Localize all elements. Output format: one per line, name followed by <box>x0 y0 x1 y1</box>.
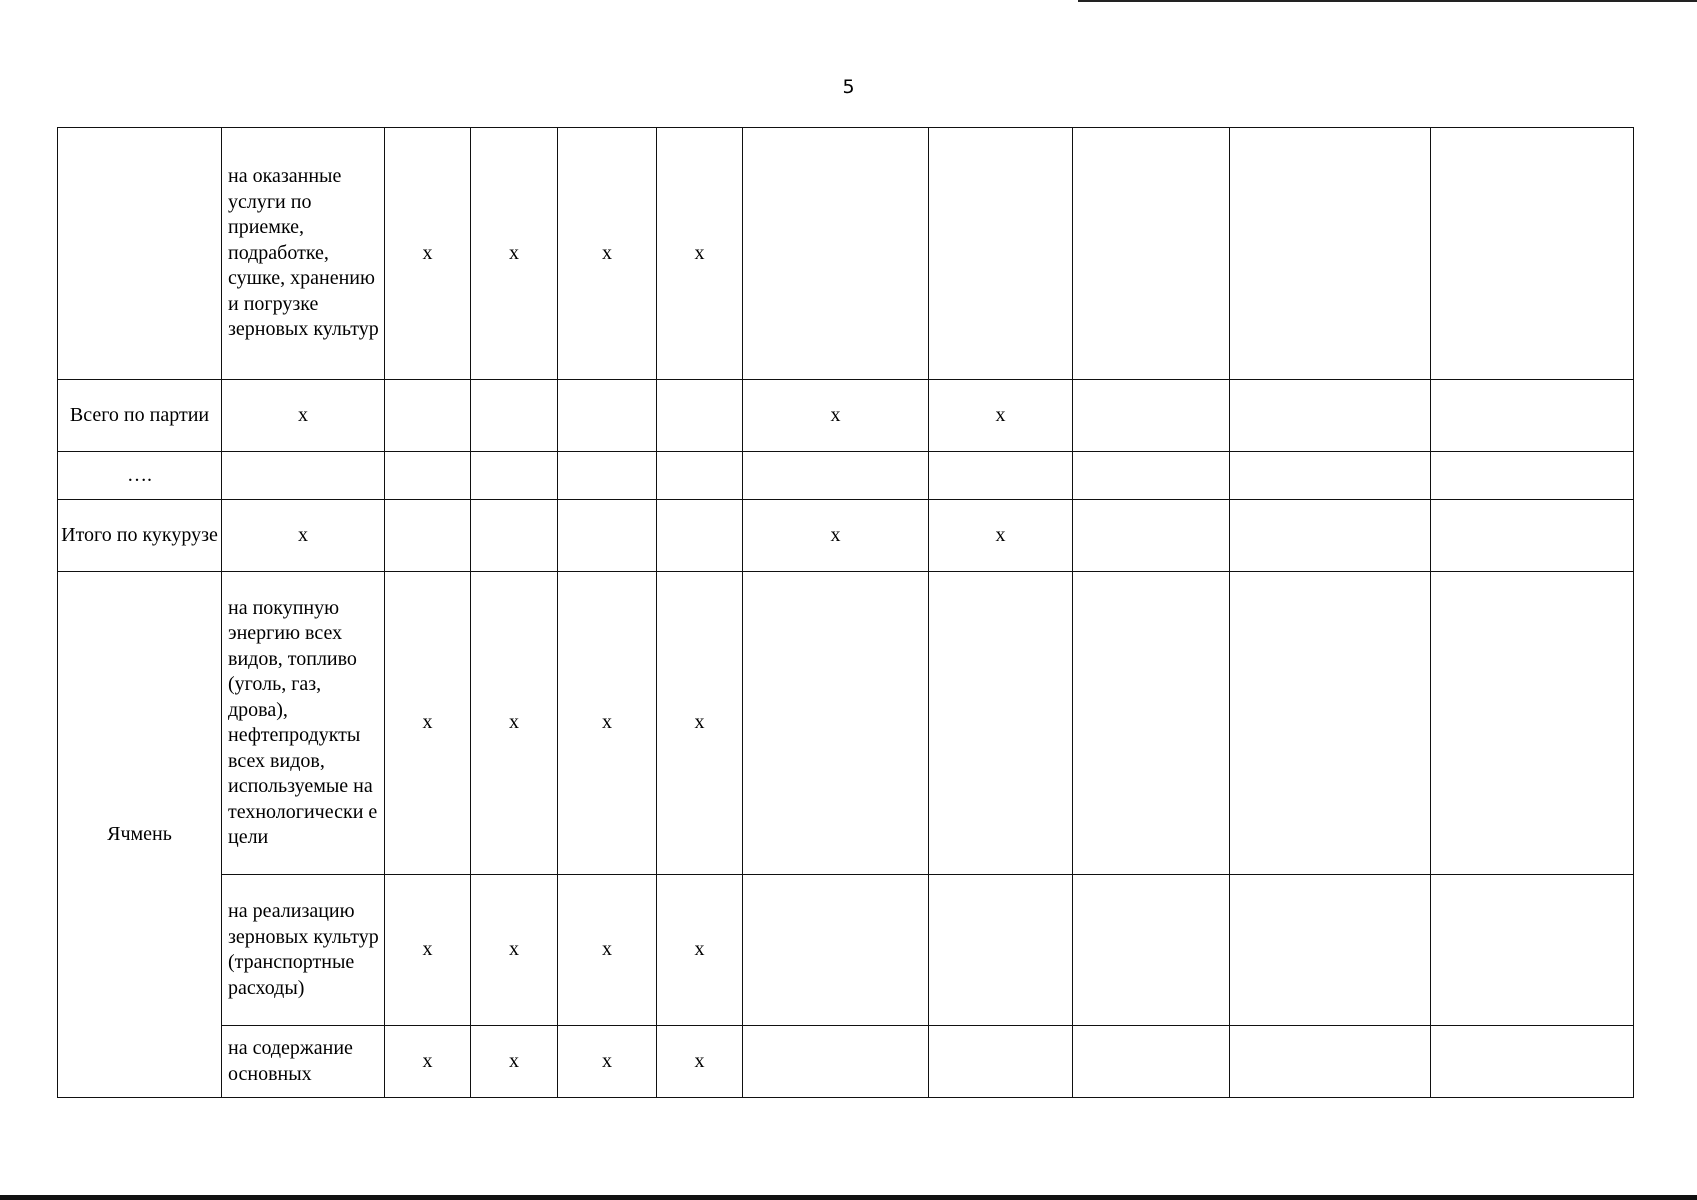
value-cell: x <box>471 572 558 875</box>
value-cell <box>929 875 1073 1026</box>
value-cell <box>1431 1026 1634 1098</box>
value-cell <box>471 500 558 572</box>
data-table <box>57 127 1634 1098</box>
value-cell <box>1431 452 1634 500</box>
value-cell <box>385 452 471 500</box>
value-cell: x <box>743 380 929 452</box>
table-row <box>58 452 1634 500</box>
value-cell <box>1230 128 1431 380</box>
value-cell: x <box>385 875 471 1026</box>
value-cell <box>1230 1026 1431 1098</box>
page-number-text: 5 <box>842 76 855 98</box>
value-cell <box>1230 452 1431 500</box>
value-cell: x <box>385 128 471 380</box>
value-cell <box>558 380 657 452</box>
value-cell <box>657 452 743 500</box>
description-cell: на содержание основных <box>222 1026 385 1098</box>
value-cell <box>1073 572 1230 875</box>
value-cell <box>471 452 558 500</box>
value-cell <box>471 380 558 452</box>
value-cell: x <box>929 500 1073 572</box>
table-row <box>58 1026 1634 1098</box>
value-cell: x <box>558 1026 657 1098</box>
value-cell <box>929 572 1073 875</box>
value-cell <box>558 500 657 572</box>
crop-cell: Ячмень <box>58 572 222 1098</box>
value-cell <box>1073 128 1230 380</box>
value-cell: x <box>657 1026 743 1098</box>
value-cell <box>929 452 1073 500</box>
value-cell <box>657 380 743 452</box>
table-row <box>58 572 1634 875</box>
value-cell: x <box>657 875 743 1026</box>
value-cell <box>1431 572 1634 875</box>
value-cell: x <box>471 1026 558 1098</box>
value-cell <box>743 452 929 500</box>
value-cell <box>1230 380 1431 452</box>
value-cell <box>657 500 743 572</box>
page-number <box>0 76 1697 98</box>
scan-edge-top <box>1078 0 1697 2</box>
value-cell <box>1073 1026 1230 1098</box>
value-cell <box>1431 128 1634 380</box>
value-cell <box>929 1026 1073 1098</box>
value-cell <box>385 380 471 452</box>
description-cell: на покупную энергию всех видов, топливо (уголь, газ, дрова), нефтепродукты всех видов, используемые на технологически е цели <box>222 572 385 875</box>
crop-cell: Итого по кукурузе <box>58 500 222 572</box>
value-cell: x <box>929 380 1073 452</box>
value-cell: x <box>471 875 558 1026</box>
description-cell: на оказанные услуги по приемке, подработке, сушке, хранению и погрузке зерновых культур <box>222 128 385 380</box>
description-cell: x <box>222 380 385 452</box>
value-cell: x <box>471 128 558 380</box>
value-cell: x <box>657 128 743 380</box>
value-cell <box>1073 380 1230 452</box>
value-cell: x <box>385 572 471 875</box>
value-cell <box>385 500 471 572</box>
table-row <box>58 380 1634 452</box>
value-cell: x <box>743 500 929 572</box>
scan-edge-bottom <box>0 1195 1697 1200</box>
value-cell <box>1230 500 1431 572</box>
value-cell <box>743 1026 929 1098</box>
value-cell <box>1230 572 1431 875</box>
value-cell <box>1230 875 1431 1026</box>
value-cell: x <box>657 572 743 875</box>
table-row <box>58 500 1634 572</box>
value-cell <box>1431 875 1634 1026</box>
description-cell <box>222 452 385 500</box>
value-cell <box>743 875 929 1026</box>
value-cell <box>1431 380 1634 452</box>
value-cell: x <box>385 1026 471 1098</box>
value-cell: x <box>558 875 657 1026</box>
value-cell: x <box>558 572 657 875</box>
description-cell: на реализацию зерновых культур (транспортные расходы) <box>222 875 385 1026</box>
value-cell <box>1073 875 1230 1026</box>
value-cell <box>1431 500 1634 572</box>
value-cell <box>558 452 657 500</box>
value-cell <box>1073 500 1230 572</box>
value-cell <box>743 572 929 875</box>
value-cell <box>1073 452 1230 500</box>
value-cell <box>929 128 1073 380</box>
table-row <box>58 128 1634 380</box>
crop-cell: Всего по партии <box>58 380 222 452</box>
value-cell: x <box>558 128 657 380</box>
value-cell <box>743 128 929 380</box>
description-cell: x <box>222 500 385 572</box>
table-row <box>58 875 1634 1026</box>
crop-cell: …. <box>58 452 222 500</box>
crop-cell <box>58 128 222 380</box>
